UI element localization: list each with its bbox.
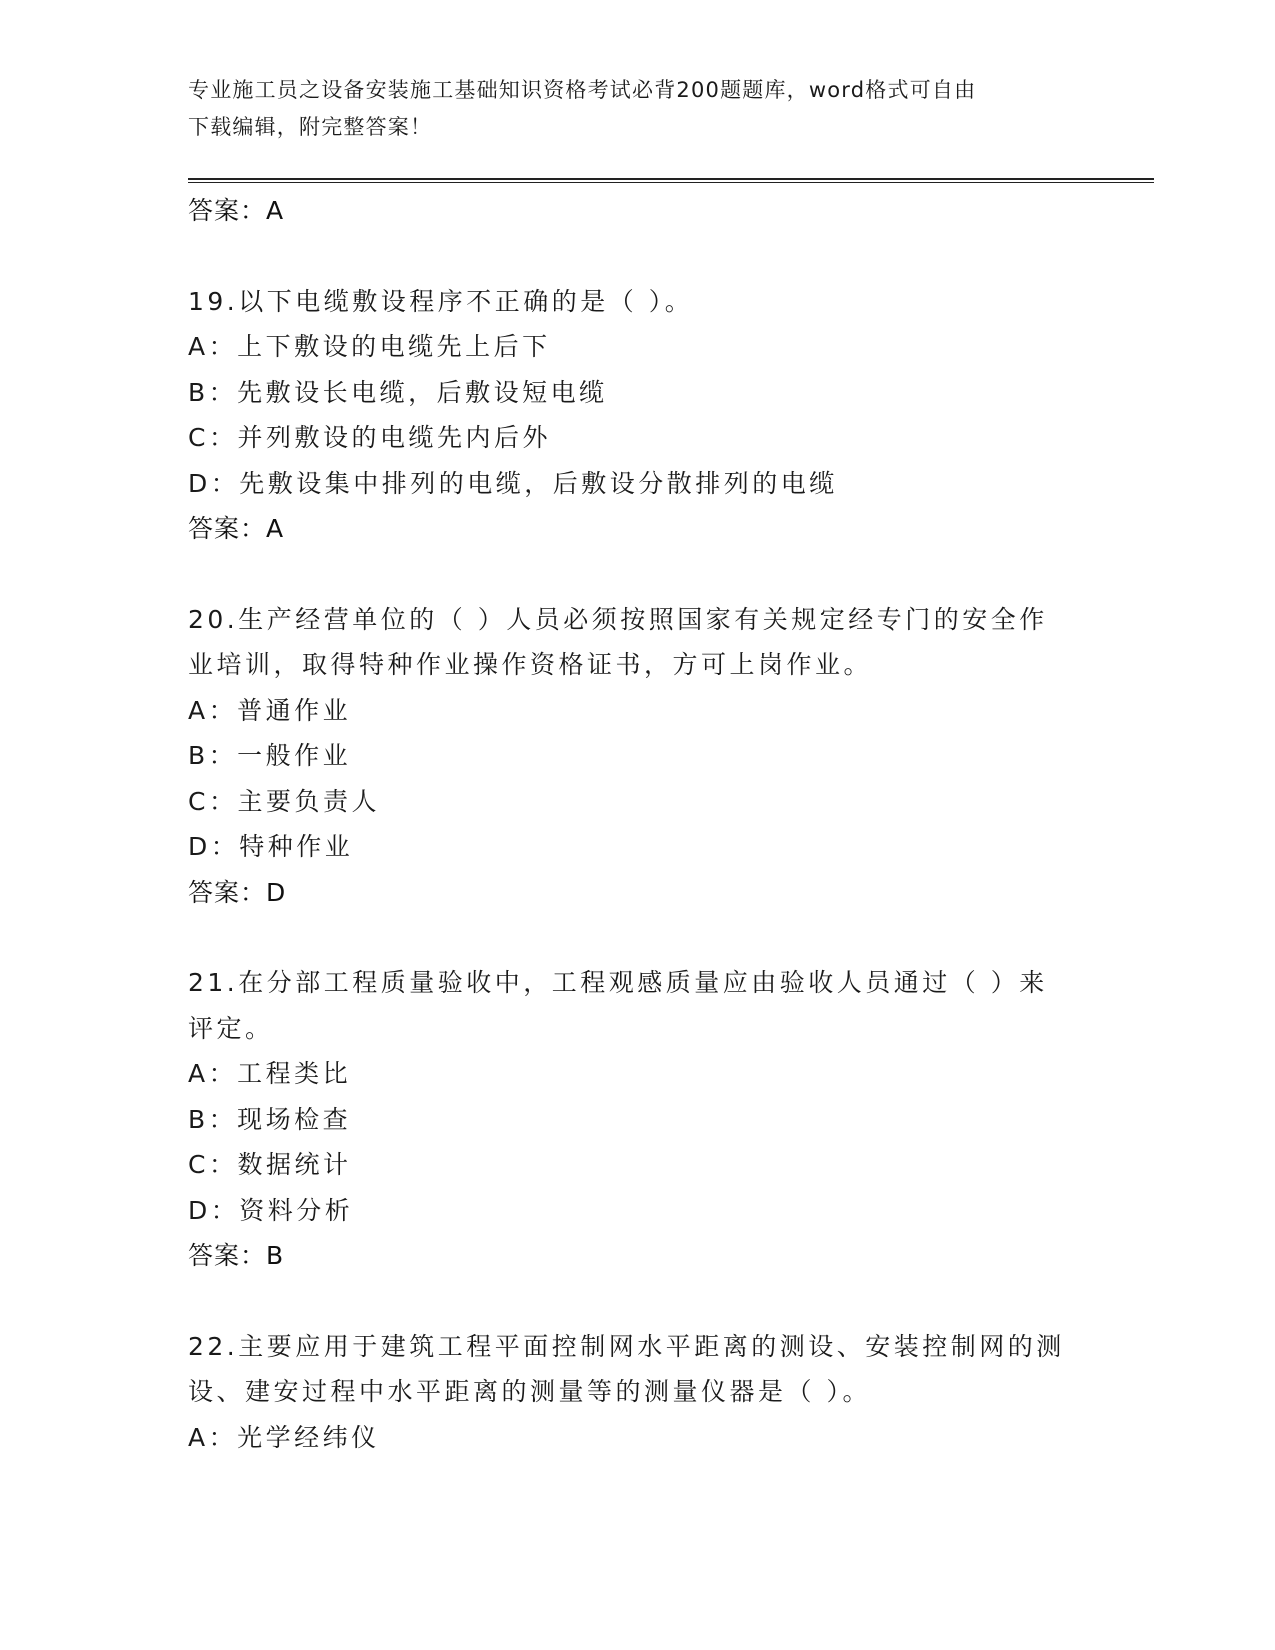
option-c: C：并列敷设的电缆先内后外 — [188, 423, 551, 452]
question-21 — [188, 960, 1088, 1279]
question-stem-continued: 评定。 — [188, 1013, 274, 1043]
answer-line: 答案：A — [188, 196, 285, 225]
question-stem: 20.生产经营单位的（ ）人员必须按照国家有关规定经专门的安全作 — [188, 604, 1048, 634]
option-b: B：一般作业 — [188, 741, 352, 770]
option-d: D：先敷设集中排列的电缆，后敷设分散排列的电缆 — [188, 468, 838, 498]
question-stem-continued: 业培训，取得特种作业操作资格证书，方可上岗作业。 — [188, 650, 873, 679]
option-a: A：普通作业 — [188, 695, 352, 725]
option-c: C：数据统计 — [188, 1150, 352, 1179]
answer-line: 答案：B — [188, 1241, 285, 1270]
page-header — [188, 72, 1068, 146]
option-c: C：主要负责人 — [188, 786, 380, 816]
question-stem: 19.以下电缆敷设程序不正确的是（ ）。 — [188, 286, 694, 316]
header-line-1: 专业施工员之设备安装施工基础知识资格考试必背200题题库，word格式可自由 — [188, 78, 977, 102]
answer-line: 答案：D — [188, 877, 287, 907]
question-stem: 21.在分部工程质量验收中，工程观感质量应由验收人员通过（ ）来 — [188, 968, 1048, 997]
option-a: A：工程类比 — [188, 1059, 352, 1088]
document-body — [188, 188, 1088, 1460]
option-b: B：现场检查 — [188, 1104, 352, 1134]
question-20 — [188, 597, 1088, 916]
header-line-2: 下载编辑，附完整答案！ — [188, 115, 433, 139]
question-19 — [188, 279, 1088, 552]
answer-line: 答案：A — [188, 514, 285, 543]
option-a: A：上下敷设的电缆先上后下 — [188, 332, 551, 361]
question-22 — [188, 1324, 1088, 1461]
option-d: D：资料分析 — [188, 1195, 354, 1225]
header-divider — [188, 178, 1154, 183]
option-b: B：先敷设长电缆，后敷设短电缆 — [188, 377, 608, 407]
option-a: A：光学经纬仪 — [188, 1422, 380, 1452]
option-d: D：特种作业 — [188, 832, 354, 861]
question-stem-continued: 设、建安过程中水平距离的测量等的测量仪器是（ ）。 — [188, 1377, 871, 1406]
question-stem: 22.主要应用于建筑工程平面控制网水平距离的测设、安装控制网的测 — [188, 1331, 1065, 1361]
